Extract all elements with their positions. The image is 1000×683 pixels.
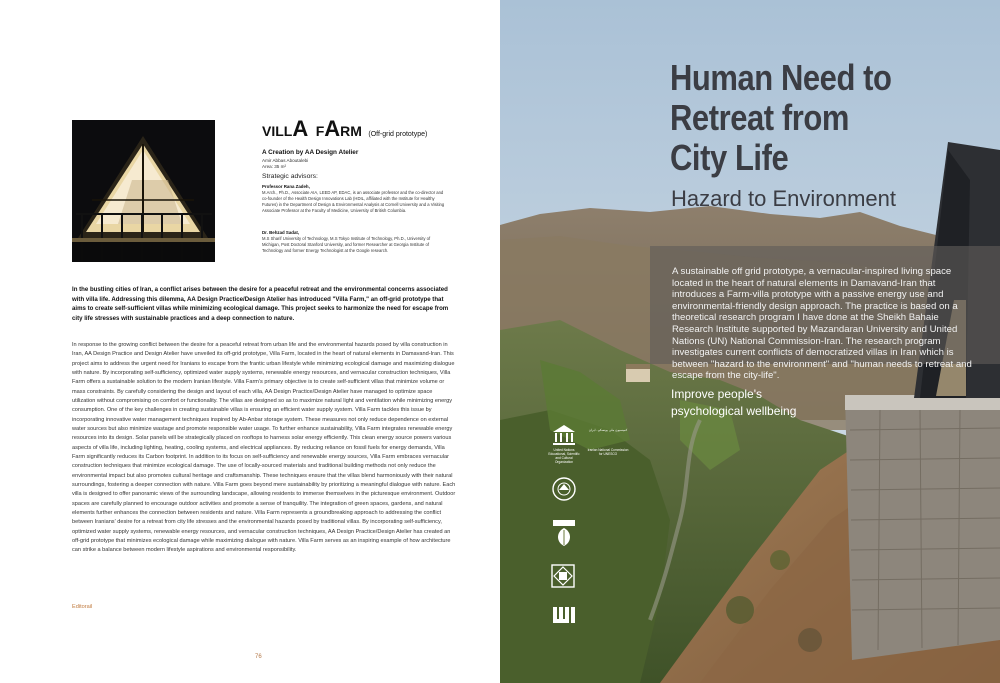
- title-part-1-small: VILL: [262, 123, 293, 139]
- advisor-1-name: Professor Rana Zadeh,: [262, 184, 310, 189]
- title-part-2-large: A: [324, 116, 341, 141]
- unesco-temple-icon: [552, 424, 576, 446]
- project-title: [262, 118, 492, 140]
- area-value: Area: 35 m²: [262, 164, 286, 169]
- intro-paragraph: In the bustling cities of Iran, a conflict arises between the desire for a peaceful retreat and the environmental concerns associated with villa life. Addressing this dilemma, AA Design Practice/Design Atelier has introduced "Villa Farm," an off-grid prototype that aims to create self-sufficient villas while minimizing ecological damage. This project seeks to harmonize the need for escape from city life stresses with sustainable practices and a deep connection to nature.: [72, 286, 449, 322]
- editorial-label: Editorail: [72, 604, 93, 610]
- wellbeing-caption: Improve people's psychological wellbeing: [671, 387, 797, 418]
- headline: [670, 58, 945, 178]
- title-subtitle: (Off-grid prototype): [368, 131, 428, 138]
- villa-interior-photo: [72, 120, 215, 262]
- unesco-natcom-fa: کمیسیون ملی یونسکو - ایران: [588, 428, 628, 432]
- title-part-2-small-a: F: [315, 123, 325, 139]
- monogram-logo-icon: [551, 604, 577, 626]
- headline-line-1: Human Need to: [670, 57, 892, 98]
- strategic-advisors-label: Strategic advisors:: [262, 173, 318, 180]
- title-part-1-large: A: [292, 116, 309, 141]
- title-part-2-small-b: RM: [340, 123, 362, 139]
- unesco-caption: United Nations Educational, Scientific and Cultural Organization: [548, 448, 580, 464]
- author-name: Amir Abbas Aboutalebi: [262, 158, 309, 163]
- advisor-2-bio: M.S Sharif University of Technology, M.S Tokyo Institute of Technology, Ph.D., University of Michigan, Post Doctoral Stanford University, and former Researcher at Georgia Institute of Technology and former Energy Technologist at the Google research.: [262, 236, 431, 254]
- pattern-tile-icon: [551, 564, 575, 588]
- page-number: 76: [255, 654, 262, 660]
- advisor-2-name: Dr. Behzad Sadat,: [262, 230, 300, 235]
- circular-seal-icon: [551, 476, 577, 502]
- unesco-natcom-caption: Iranian National Commission for UNESCO: [587, 448, 629, 456]
- leaf-logo-icon: [551, 518, 577, 548]
- creation-credit: A Creation by AA Design Atelier: [262, 149, 359, 156]
- advisor-1-bio: M.Arch., Ph.D., Associate AIA, LEED AP, EDAC, is an associate professor and the co-director and co-founder of the Health Design Innovations Lab (HDIL, affiliated with the Institute for Healthy Futures) in the Department of Design & Environmental Analysis at Cornell University and a Visiting Associate Professor at the Faculty of Medicine, University of British Columbia.: [262, 190, 445, 214]
- body-paragraph: In response to the growing conflict between the desire for a peaceful retreat from urban life and the environmental hazards posed by villa construction in Iran, AA Design Practice and Design Atelier have unveiled its off-grid prototype, Villa Farm, located in the heart of natural elements in Damavand-Iran. This project aims to address the urgent need for Iranians to escape from the frantic urban lifestyle while minimizing ecological damage and maximizing dialogue with nature. By incorporating self-sufficiency, optimized water supply systems, renewable energy resources, and vernacular construction techniques, Villa Farm offers a sustainable solution to the modern Iranian lifestyle. Villa Farm's primary objective is to create self-sufficient villas that minimize volume or mass constraints. By carefully considering the design and layout of each villa, AA Design Practice/Design Atelier have managed to optimize space utilization without compromising on comfort or functionality. The villas are designed so as to maximize natural light and ventilation while minimizing energy consumption. One of the key challenges in creating sustainable villas is ensuring an efficient water supply system. Villa Farm tackles this issue by incorporating innovative water management techniques inspired by Ab-Anbar storage system. These measures not only reduce dependence on external water sources but also minimize wastage and promote responsible water usage. To further enhance sustainability, Villa Farm integrates renewable energy resources into its design. Solar panels will be strategically placed on rooftops to harness solar energy efficiently. This clean energy source powers various aspects of villa life, including lighting, heating, cooling systems, and electrical appliances. By reducing reliance on fossil fuels for energy demands, Villa Farm significantly reduces its Carbon footprint. In addition to its focus on self-sufficiency and renewable energy sources, Villa Farm embraces vernacular construction techniques that minimize ecological damage. The use of locally-sourced materials and traditional building methods not only reduce the environmental impact but also promotes cultural heritage and craftsmanship. These techniques ensure that the villas blend harmoniously with their natural surroundings, fostering a deeper connection with nature. Villa Farm goes beyond mere sustainability by prioritizing a meaningful dialogue with nature. Each villa is designed to offer panoramic views of the surrounding landscape, allowing residents to immerse themselves in the picturesque environment. Outdoor spaces are carefully planned to encourage outdoor activities and promote a sense of tranquility. The integration of green spaces, gardens, and natural elements further enhances the connection between residents and nature. Villa Farm represents a groundbreaking approach to addressing the conflict between Iranians' desire for a retreat from city life stresses and the environmental hazards posed by traditional villas. By incorporating self-sufficiency, optimized water supply systems, renewable energy resources, and vernacular construction techniques, AA Design Practice/Design Atelier has created an off-grid prototype that minimizes ecological damage while maximizing dialogue with nature. Villa Farm serves as an inspiring example of how architecture can strike a balance between modern lifestyle aspirations and environmental responsibility.: [72, 342, 456, 554]
- description-text: A sustainable off grid prototype, a vernacular-inspired living space located in the heart of natural elements in Damavand-Iran that introduces a Farm-villa prototype with a passive energy use and environmental-friendly design approach. The practice is based on a theoretical research program I have done at the Sheikh Bahaie Research Institute supported by Mazandaran University and United Nations (UN) National Commission-Iran. The research program investigates current conflicts of democratized villas in Iran which is between "hazard to the environment" and "human needs to retreat and escape from the city-life".: [672, 266, 972, 382]
- headline-line-2: Retreat from: [670, 97, 849, 138]
- subheadline: Hazard to Environment: [671, 186, 896, 211]
- headline-line-3: City Life: [670, 137, 789, 178]
